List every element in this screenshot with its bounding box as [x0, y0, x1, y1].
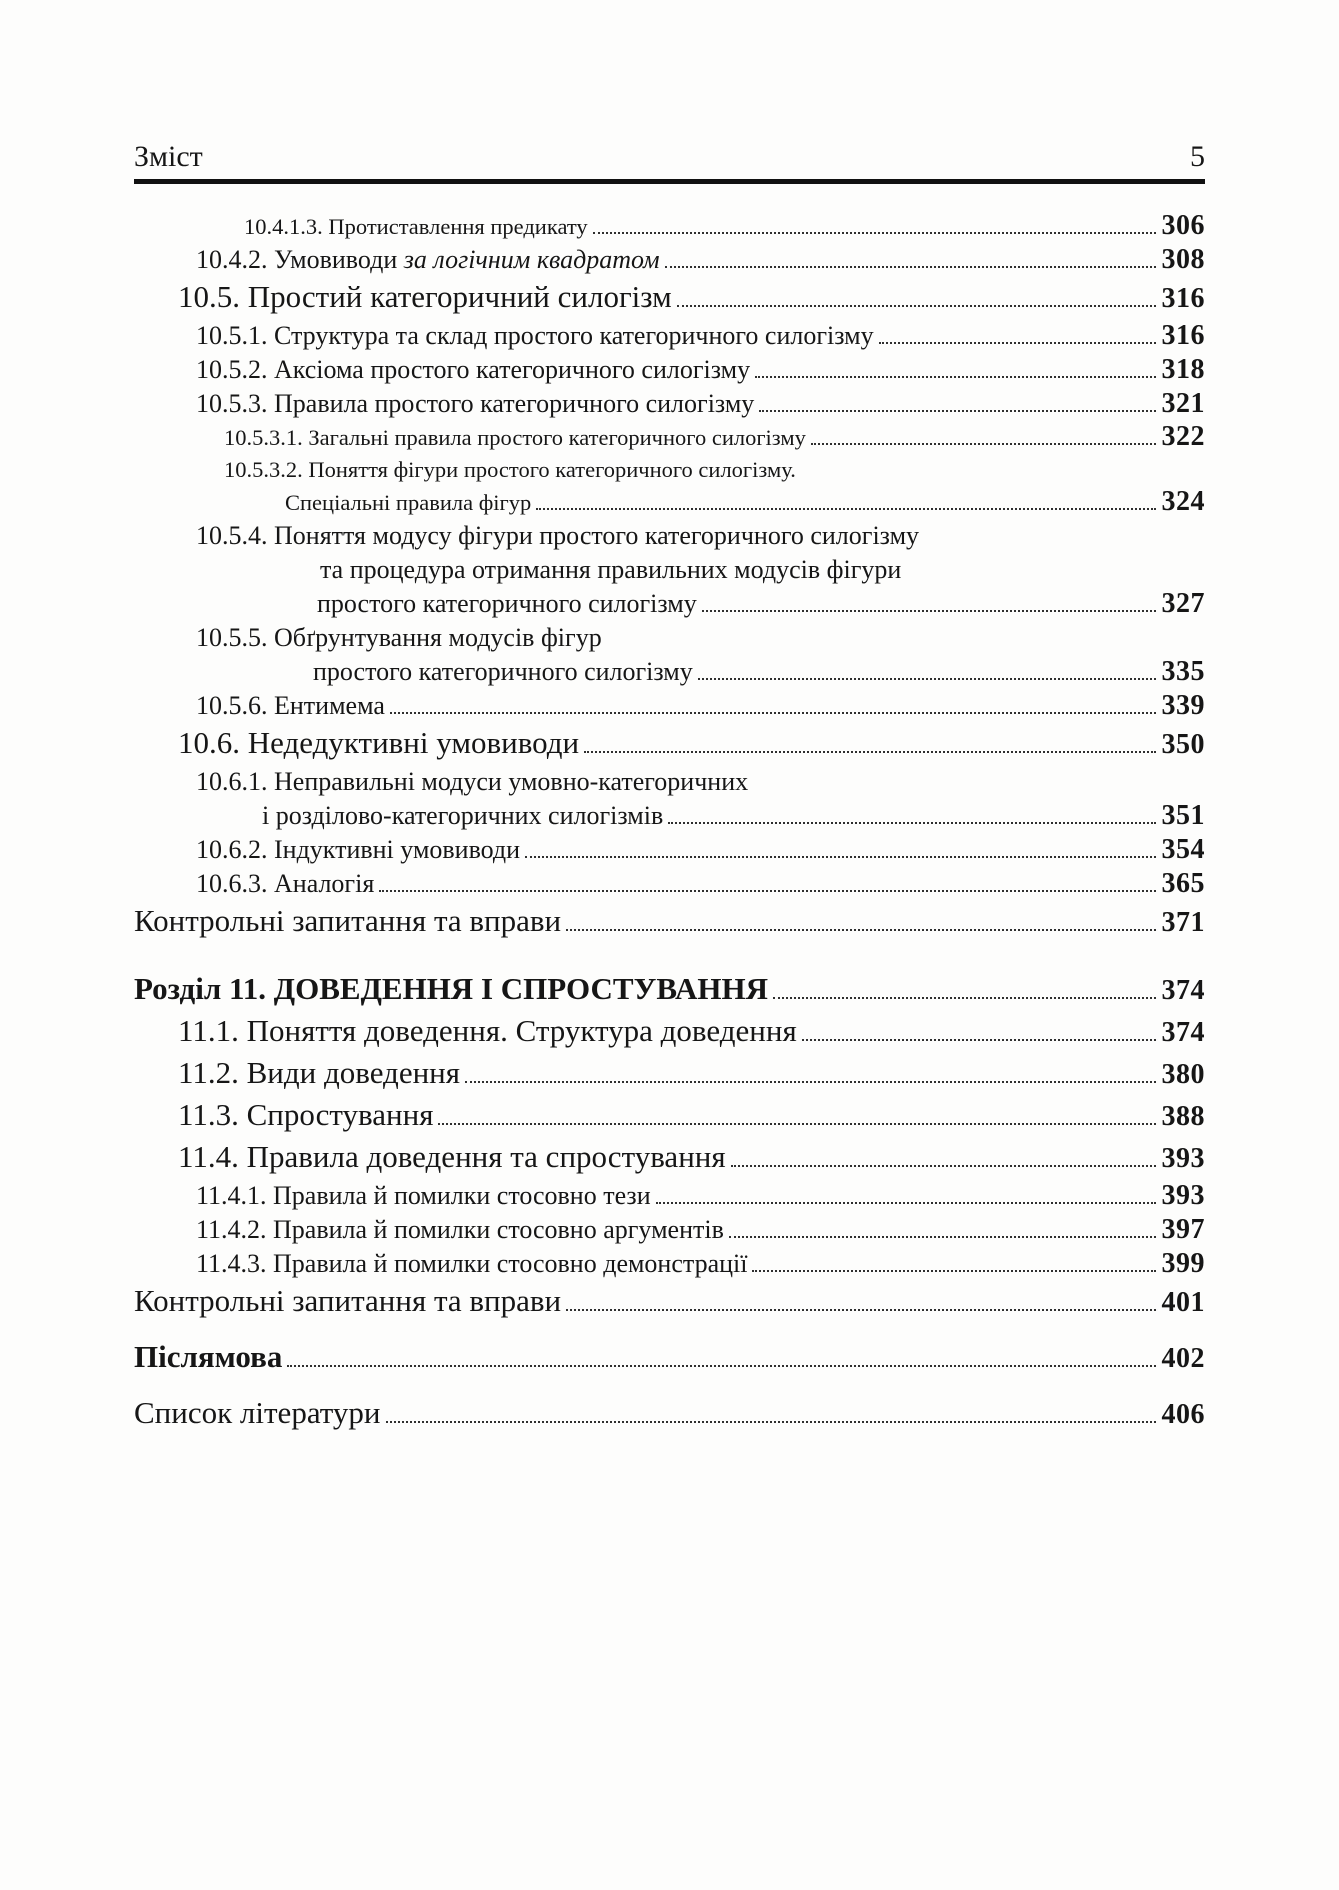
toc-entry-text: 10.4.2. Умовиводи за логічним квадратом [196, 245, 660, 274]
toc-line [134, 277, 1205, 319]
toc-line [134, 867, 1205, 901]
toc-entry-text: 11.4.2. Правила й помилки стосовно аргументів [196, 1215, 724, 1244]
page-number: 321 [1161, 388, 1205, 419]
toc-entry-text: 11.4.3. Правила й помилки стосовно демонстрації [196, 1249, 748, 1278]
toc-entry [134, 1393, 1205, 1435]
dot-leader [390, 692, 1156, 714]
toc-entry-text: простого категоричного силогізму [317, 589, 697, 618]
page-number: 354 [1161, 834, 1205, 865]
toc-line [134, 1213, 1205, 1247]
toc-line [134, 1179, 1205, 1213]
page-content [134, 138, 1205, 1435]
toc-line [134, 519, 1205, 553]
toc-line [134, 319, 1205, 353]
toc-entry [134, 1053, 1205, 1095]
toc-entry [134, 454, 1205, 519]
toc-line [134, 553, 1205, 587]
page-number: 393 [1161, 1180, 1205, 1211]
toc-line [134, 1011, 1205, 1053]
toc-line [134, 621, 1205, 655]
toc-entry [134, 1247, 1205, 1281]
toc-entry [134, 519, 1205, 621]
page-number: 401 [1161, 1287, 1205, 1318]
page-number: 374 [1161, 1017, 1205, 1048]
dot-leader [752, 1250, 1155, 1272]
page-number: 351 [1161, 800, 1205, 831]
toc-line [134, 833, 1205, 867]
toc-line [134, 210, 1205, 243]
dot-leader [698, 658, 1156, 680]
toc-entry-text-italic: за логічним квадратом [403, 245, 660, 274]
toc-entry-text: 10.5.3.2. Поняття фігури простого категоричного силогізму. [224, 457, 796, 482]
toc-entry [134, 867, 1205, 901]
toc-line [134, 243, 1205, 277]
toc-line [134, 454, 1205, 486]
toc-entry-text: і розділово-категоричних силогізмів [262, 801, 664, 830]
toc-entry-text: 10.5. Простий категоричний силогізм [178, 279, 672, 314]
toc-entry-text: 10.4.1.3. Протиставлення предикату [244, 214, 588, 239]
toc-line [134, 689, 1205, 723]
dot-leader [729, 1216, 1156, 1238]
toc-line [134, 1337, 1205, 1379]
dot-leader [759, 390, 1155, 412]
page-number: 322 [1161, 421, 1205, 452]
toc-entry-text: 10.6.2. Індуктивні умовиводи [196, 835, 521, 864]
toc-entry-text: 10.5.1. Структура та склад простого категоричного силогізму [196, 321, 874, 350]
toc-entry [134, 1281, 1205, 1323]
toc-entry [134, 421, 1205, 454]
toc-entry-text: 10.5.3.1. Загальні правила простого категоричного силогізму [224, 425, 806, 450]
toc-entry-text: Післямова [134, 1339, 283, 1374]
toc-entry [134, 277, 1205, 319]
toc-entry [134, 319, 1205, 353]
page-number: 371 [1161, 907, 1205, 938]
page-number: 402 [1161, 1343, 1205, 1374]
toc-entry-text: 10.5.3. Правила простого категоричного силогізму [196, 389, 755, 418]
toc-entry [134, 1137, 1205, 1179]
toc-entry-text: 10.5.4. Поняття модусу фігури простого категоричного силогізму [196, 521, 920, 550]
toc-entry [134, 621, 1205, 689]
toc-entry [134, 689, 1205, 723]
toc-entry [134, 1011, 1205, 1053]
toc-entry [134, 969, 1205, 1011]
dot-leader [566, 905, 1155, 931]
toc-entry [134, 833, 1205, 867]
toc-entry-text: 11.4. Правила доведення та спростування [178, 1139, 726, 1174]
toc-entry [134, 1337, 1205, 1379]
dot-leader [287, 1341, 1155, 1367]
page-number: 339 [1161, 690, 1205, 721]
page-number: 397 [1161, 1214, 1205, 1245]
dot-leader [465, 1057, 1155, 1083]
dot-leader [438, 1099, 1155, 1125]
toc-entry [134, 765, 1205, 833]
toc-entry [134, 723, 1205, 765]
toc-entry [134, 243, 1205, 277]
toc-entry [134, 387, 1205, 421]
dot-leader [802, 1015, 1156, 1041]
page-number: 350 [1161, 729, 1205, 760]
toc-entry-text: 11.1. Поняття доведення. Структура доведення [178, 1013, 797, 1048]
dot-leader [584, 727, 1155, 753]
toc-line [134, 1053, 1205, 1095]
dot-leader [731, 1141, 1156, 1167]
toc-line [134, 1281, 1205, 1323]
toc-line [134, 1137, 1205, 1179]
toc-entry [134, 1179, 1205, 1213]
page-number: 393 [1161, 1143, 1205, 1174]
toc-entry-text: Розділ 11. ДОВЕДЕННЯ І СПРОСТУВАННЯ [134, 971, 769, 1006]
dot-leader [677, 281, 1156, 307]
dot-leader [536, 490, 1155, 510]
toc-line [134, 587, 1205, 621]
toc-line [134, 1247, 1205, 1281]
toc-entry-text: 10.5.6. Ентимема [196, 691, 385, 720]
page-number: 324 [1161, 486, 1205, 517]
toc-line [134, 1393, 1205, 1435]
dot-leader [702, 590, 1156, 612]
toc-line [134, 723, 1205, 765]
dot-leader [879, 322, 1156, 344]
toc-entry [134, 353, 1205, 387]
page-number: 327 [1161, 588, 1205, 619]
page-number: 308 [1161, 244, 1205, 275]
toc-entry-text: 11.2. Види доведення [178, 1055, 461, 1090]
dot-leader [566, 1285, 1155, 1311]
page-number: 399 [1161, 1248, 1205, 1279]
toc-entry-text: 10.5.2. Аксіома простого категоричного силогізму [196, 355, 751, 384]
toc-entry-text: 10.5.5. Обґрунтування модусів фігур [196, 623, 602, 652]
toc-entry-text: Контрольні запитання та вправи [134, 1283, 562, 1318]
page-number: 388 [1161, 1101, 1205, 1132]
toc-entry [134, 901, 1205, 943]
dot-leader [668, 802, 1155, 824]
table-of-contents [134, 184, 1205, 1435]
toc-entry [134, 1095, 1205, 1137]
page-number: 316 [1161, 320, 1205, 351]
toc-line [134, 655, 1205, 689]
toc-entry-text: 11.3. Спростування [178, 1097, 434, 1132]
toc-entry-text: 10.6.1. Неправильні модуси умовно-категоричних [196, 767, 749, 796]
toc-entry-text: простого категоричного силогізму [313, 657, 693, 686]
toc-entry [134, 1213, 1205, 1247]
dot-leader [665, 246, 1156, 268]
toc-entry-text: 11.4.1. Правила й помилки стосовно тези [196, 1181, 651, 1210]
page-number: 316 [1161, 283, 1205, 314]
page-number: 406 [1161, 1399, 1205, 1430]
toc-entry-text: Контрольні запитання та вправи [134, 903, 562, 938]
toc-line [134, 421, 1205, 454]
toc-line [134, 486, 1205, 519]
toc-entry [134, 210, 1205, 243]
page-number: 374 [1161, 975, 1205, 1006]
toc-entry-text: 10.6. Недедуктивні умовиводи [178, 725, 580, 760]
toc-line [134, 799, 1205, 833]
toc-line [134, 969, 1205, 1011]
page-number: 335 [1161, 656, 1205, 687]
header-title: Зміст [134, 140, 203, 173]
toc-line [134, 1095, 1205, 1137]
toc-entry-text: та процедура отримання правильних модусів фігури [320, 555, 902, 584]
toc-entry-text: Список літератури [134, 1395, 381, 1430]
toc-line [134, 387, 1205, 421]
page-number: 306 [1161, 210, 1205, 241]
toc-entry-text: Спеціальні правила фігур [285, 490, 532, 515]
toc-line [134, 353, 1205, 387]
header-page-number: 5 [1190, 140, 1205, 173]
dot-leader [593, 214, 1156, 234]
toc-line [134, 765, 1205, 799]
toc-entry-text: 10.6.3. Аналогія [196, 869, 375, 898]
dot-leader [811, 425, 1156, 445]
dot-leader [525, 836, 1155, 858]
toc-line [134, 901, 1205, 943]
page-number: 318 [1161, 354, 1205, 385]
dot-leader [386, 1397, 1156, 1423]
dot-leader [656, 1182, 1156, 1204]
page-number: 365 [1161, 868, 1205, 899]
dot-leader [773, 973, 1155, 999]
page-number: 380 [1161, 1059, 1205, 1090]
running-header [134, 138, 1205, 176]
dot-leader [755, 356, 1155, 378]
dot-leader [379, 870, 1155, 892]
